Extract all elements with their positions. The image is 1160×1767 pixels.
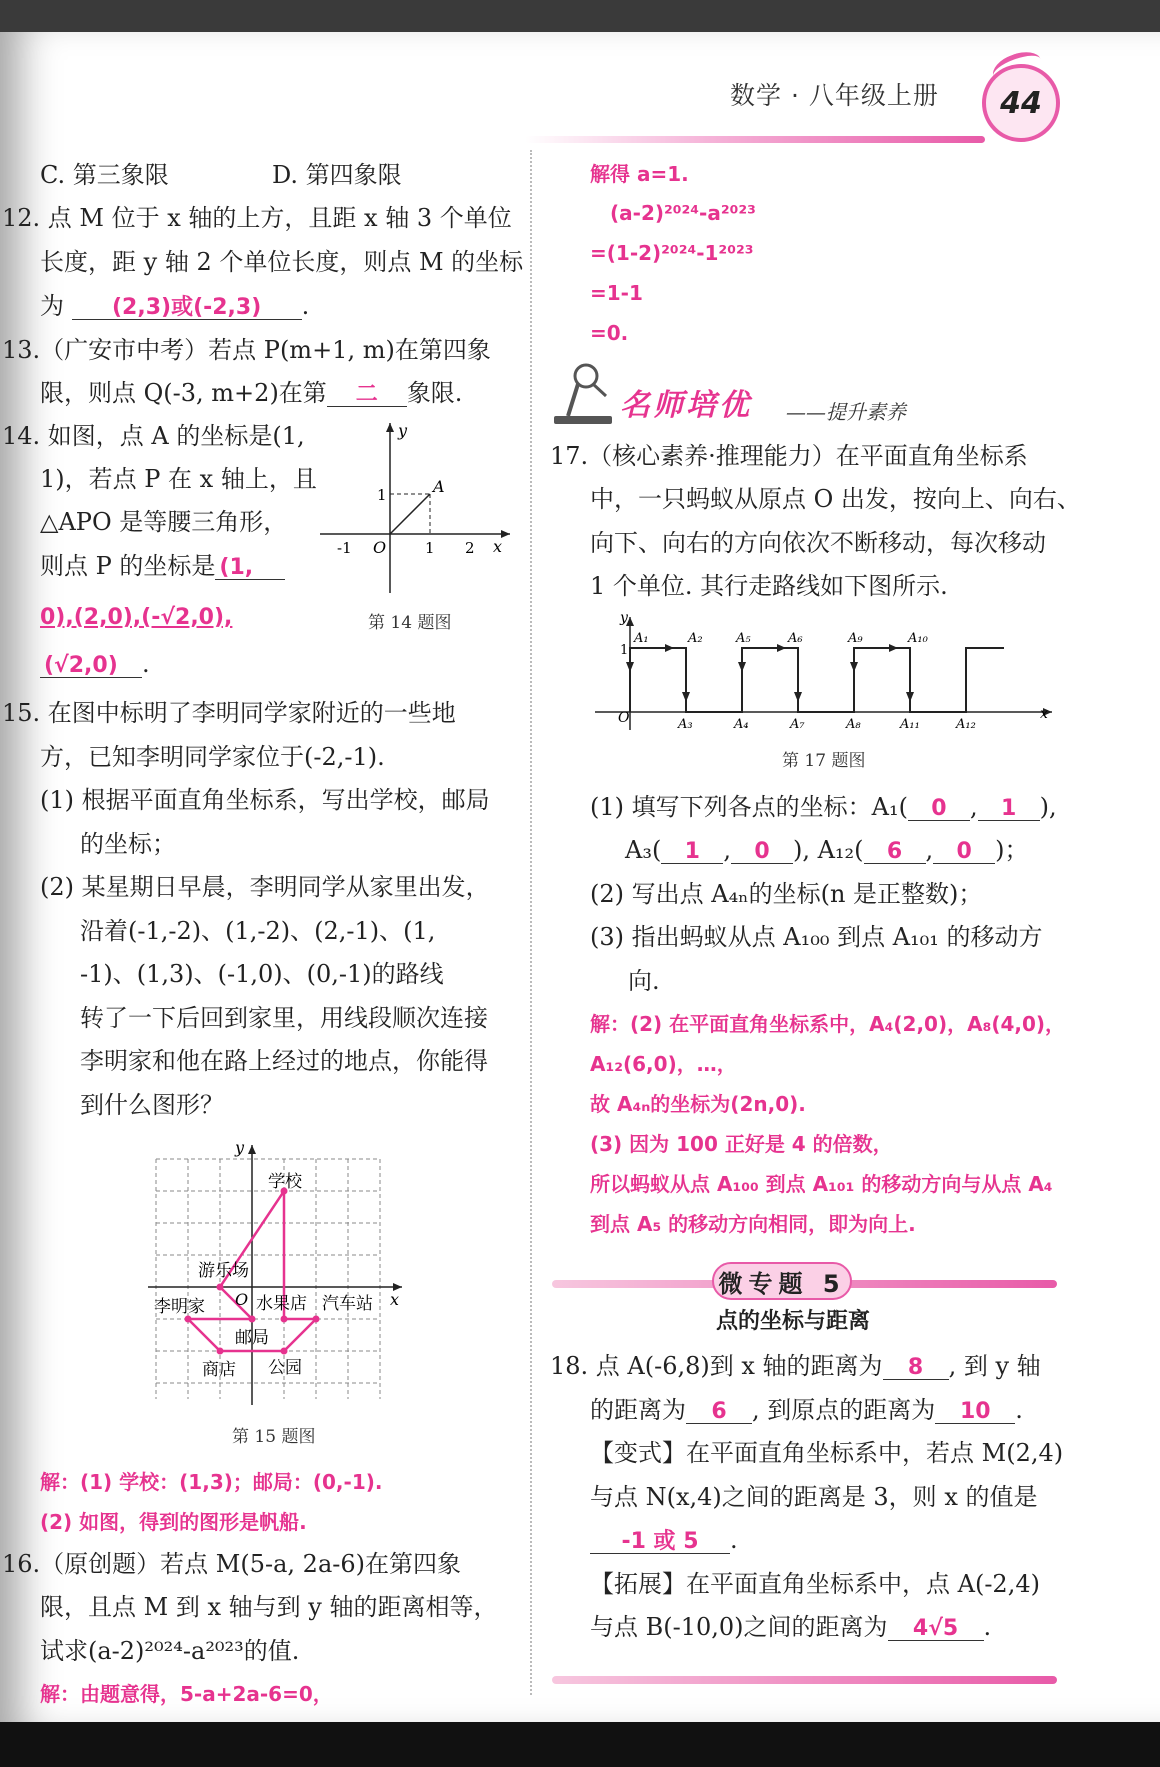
mingshi-title: 名师培优 [620, 388, 752, 423]
q17-caption: 第 17 题图 [782, 751, 866, 771]
q15-solution-2: (2) 如图，得到的图形是帆船. [40, 1510, 307, 1534]
header-rule [525, 136, 985, 143]
q16-sol-2: (a-2)²⁰²⁴-a²⁰²³ [610, 201, 756, 225]
q18-line2: 的距离为 6 , 到原点的距离为 10 . [590, 1396, 1023, 1424]
q17-sol-2: A₁₂(6,0)，…， [590, 1052, 737, 1076]
q14-y-arrow [386, 423, 394, 432]
q15-post-label: 邮局 [235, 1328, 269, 1348]
q17-part1-line1: (1) 填写下列各点的坐标：A₁( 0 , 1 ), [590, 793, 1057, 821]
page-number-badge: 44 [982, 64, 1060, 142]
q17-x-label: x [1040, 706, 1048, 722]
mingshi-banner [548, 362, 938, 432]
q15-line4: 的坐标； [80, 830, 176, 858]
q15-home-label: 李明家 [154, 1297, 205, 1317]
q15-line8: 转了一下后回到家里，用线段顺次连接 [80, 1004, 488, 1032]
q15-line10: 到什么图形？ [80, 1091, 224, 1119]
q17-sol-1: 解：(2) 在平面直角坐标系中，A₄(2,0)，A₈(4,0)， [590, 1012, 1066, 1036]
extension-line1: 【拓展】在平面直角坐标系中，点 A(-2,4) [590, 1570, 1040, 1598]
q12-answer: (2,3)或(-2,3) [72, 297, 302, 320]
q14-figure [315, 418, 515, 593]
q14-oa-segment [390, 494, 430, 534]
header-title: 数学 · 八年级上册 [730, 81, 939, 110]
q17-sol-6: 到点 A₅ 的移动方向相同，即为向上. [590, 1212, 916, 1236]
q17-part2: (2) 写出点 A₄ₙ的坐标(n 是正整数)； [590, 880, 983, 908]
q17-label-a5: A₅ [736, 631, 751, 646]
q17-a3y: 0 [731, 841, 793, 864]
q15-bus-label: 汽车站 [322, 1294, 373, 1314]
q17-y-label: y [620, 612, 628, 626]
variant-line3: -1 或 5 . [590, 1528, 738, 1554]
q17-sol-4: (3) 因为 100 正好是 4 的倍数， [590, 1132, 893, 1156]
q17-figure [590, 612, 1060, 730]
q16-sol-5: =0. [590, 321, 629, 345]
q16-sol-4: =1-1 [590, 281, 643, 305]
topic-banner [552, 1269, 1057, 1298]
q17-label-a3: A₃ [678, 717, 693, 730]
q14-y-tick-1: 1 [377, 486, 387, 504]
q17-a3x: 1 [661, 841, 723, 864]
q13-answer: 二 [327, 384, 407, 407]
q13-line1: 13.（广安市中考）若点 P(m+1, m)在第四象 [2, 336, 491, 364]
q14-y-label: y [398, 421, 408, 440]
q14-answer-1: (1, [215, 557, 285, 580]
q14-line4: 则点 P 的坐标是 (1, [40, 554, 285, 580]
q15-y-arrow [248, 1145, 256, 1154]
q14-origin-label: O [373, 538, 387, 557]
q14-x-tick-1: 1 [425, 539, 435, 557]
q12-line1: 12. 点 M 位于 x 轴的上方，且距 x 轴 3 个单位 [2, 204, 512, 232]
variant-line1: 【变式】在平面直角坐标系中，若点 M(2,4) [590, 1439, 1064, 1467]
q12-line2: 长度，距 y 轴 2 个单位长度，则点 M 的坐标 [40, 248, 524, 276]
q15-x-label: x [390, 1290, 400, 1309]
option-d: D. 第四象限 [272, 161, 402, 189]
q16-line3: 试求(a-2)²⁰²⁴-a²⁰²³的值. [40, 1637, 300, 1665]
q17-a1x: 0 [908, 798, 970, 821]
q15-line3: (1) 根据平面直角坐标系，写出学校，邮局 [40, 786, 490, 814]
q17-line4: 1 个单位. 其行走路线如下图所示. [590, 572, 948, 600]
q15-origin-label: O [235, 1290, 249, 1309]
q18-line1: 18. 点 A(-6,8)到 x 轴的距离为 8 , 到 y 轴 [550, 1352, 1041, 1380]
q14-line1: 14. 如图，点 A 的坐标是(1, [2, 422, 305, 450]
q18-answer-x: 8 [883, 1357, 949, 1380]
q17-label-a6: A₆ [788, 631, 803, 646]
q13-line2: 限，则点 Q(-3, m+2)在第 二 象限. [40, 379, 463, 407]
topic-label: 微专题 5 [712, 1262, 852, 1300]
q17-label-a7: A₇ [790, 717, 805, 730]
q14-answer-2: 0),(2,0),(-√2,0), [40, 605, 233, 630]
q14-line6: (√2,0) . [40, 652, 150, 678]
q14-a-label: A [433, 477, 445, 496]
q17-line2: 中，一只蚂蚁从原点 O 出发，按向上、向右、 [590, 485, 1081, 513]
q15-line5: (2) 某星期日早晨，李明同学从家里出发， [40, 873, 490, 901]
q17-sol-3: 故 A₄ₙ的坐标为(2n,0). [590, 1092, 806, 1116]
q17-label-a8: A₈ [846, 717, 861, 730]
q16-sol-3: =(1-2)²⁰²⁴-1²⁰²³ [590, 241, 754, 265]
q12-line3: 为 (2,3)或(-2,3) . [40, 292, 310, 320]
q14-line3: △APO 是等腰三角形， [40, 508, 288, 536]
q17-label-a11: A₁₁ [900, 717, 920, 730]
lamp-icon [548, 362, 618, 426]
q15-y-label: y [235, 1138, 245, 1157]
q14-answer-3: (√2,0) [40, 655, 142, 678]
q14-x-arrow [501, 530, 510, 538]
q15-caption: 第 15 题图 [232, 1427, 316, 1447]
extension-line2: 与点 B(-10,0)之间的距离为 4√5 . [590, 1613, 992, 1641]
q17-a12y: 0 [933, 841, 995, 864]
mingshi-subtitle: ——提升素养 [786, 400, 906, 424]
q17-a12x: 6 [864, 841, 926, 864]
q17-line1: 17.（核心素养·推理能力）在平面直角坐标系 [550, 442, 1028, 470]
q18-answer-y: 6 [686, 1401, 752, 1424]
q15-school-label: 学校 [268, 1172, 302, 1192]
q16-line1: 16.（原创题）若点 M(5-a, 2a-6)在第四象 [2, 1550, 461, 1578]
q15-garden-label: 公园 [268, 1358, 302, 1378]
section-end-bar [552, 1676, 1057, 1684]
variant-line2: 与点 N(x,4)之间的距离是 3，则 x 的值是 [590, 1483, 1038, 1511]
q17-line3: 向下、向右的方向依次不断移动，每次移动 [590, 529, 1046, 557]
extension-answer: 4√5 [888, 1618, 984, 1641]
q17-ant-path [630, 648, 1004, 712]
q16-solution-start: 解：由题意得，5-a+2a-6=0， [40, 1682, 333, 1706]
q17-label-a9: A₉ [848, 631, 863, 646]
q14-x-tick-neg1: -1 [337, 539, 352, 557]
q14-line2: 1)，若点 P 在 x 轴上，且 [40, 465, 317, 493]
q15-shop-label: 商店 [202, 1360, 236, 1380]
q17-label-a12: A₁₂ [956, 717, 976, 730]
q15-line6: 沿着(-1,-2)、(1,-2)、(2,-1)、(1, [80, 917, 436, 945]
q14-x-tick-2: 2 [465, 539, 475, 557]
q17-origin-label: O [618, 710, 630, 726]
q15-line9: 李明家和他在路上经过的地点，你能得 [80, 1047, 488, 1075]
column-divider [530, 150, 532, 1695]
q17-y-tick-1: 1 [620, 643, 629, 658]
q14-caption: 第 14 题图 [368, 613, 452, 633]
q15-solution-1: 解：(1) 学校：(1,3)；邮局：(0,-1). [40, 1470, 383, 1494]
q17-label-a10: A₁₀ [908, 631, 928, 646]
q16-sol-1: 解得 a=1. [590, 162, 689, 186]
q15-line7: -1)、(1,3)、(-1,0)、(0,-1)的路线 [80, 960, 444, 988]
q17-a1y: 1 [978, 798, 1040, 821]
q17-label-a4: A₄ [734, 717, 749, 730]
q16-line2: 限，且点 M 到 x 轴与到 y 轴的距离相等， [40, 1593, 498, 1621]
q17-sol-5: 所以蚂蚁从点 A₁₀₀ 到点 A₁₀₁ 的移动方向与从点 A₄ [590, 1172, 1053, 1196]
q17-part1-line2: A₃( 1 , 0 ), A₁₂( 6 , 0 )； [625, 836, 1029, 864]
topic-title: 点的坐标与距离 [716, 1309, 871, 1334]
option-c: C. 第三象限 [40, 161, 169, 189]
q15-line1: 15. 在图中标明了李明同学家附近的一些地 [2, 699, 456, 727]
q14-x-label: x [493, 537, 503, 556]
q17-label-a1: A₁ [634, 631, 649, 646]
q15-park-label: 游乐场 [198, 1261, 249, 1281]
variant-answer: -1 或 5 [590, 1531, 730, 1554]
q15-fruit-label: 水果店 [256, 1294, 307, 1314]
q18-answer-origin: 10 [935, 1401, 1015, 1424]
q15-line2: 方，已知李明同学家位于(-2,-1). [40, 743, 385, 771]
bottom-bar [0, 1722, 1160, 1767]
q17-arrows [626, 644, 914, 702]
q17-part3-line1: (3) 指出蚂蚁从点 A₁₀₀ 到点 A₁₀₁ 的移动方 [590, 923, 1043, 951]
q15-figure [140, 1135, 410, 1405]
q17-label-a2: A₂ [688, 631, 703, 646]
q17-part3-line2: 向. [628, 967, 660, 995]
